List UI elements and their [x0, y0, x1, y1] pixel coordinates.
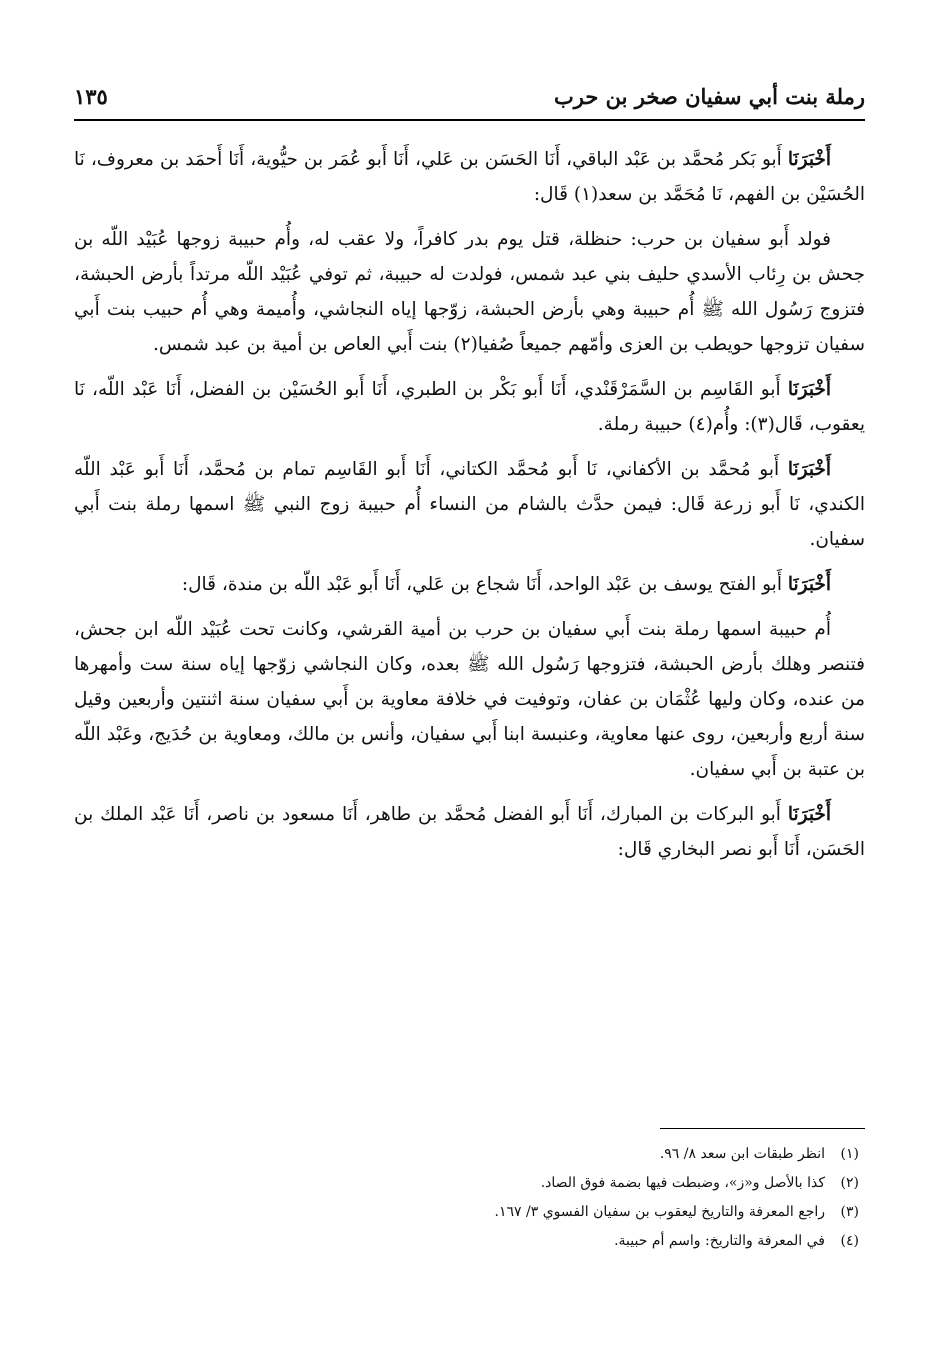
page-number: ١٣٥: [74, 83, 108, 109]
paragraph-5: [74, 567, 865, 602]
footnote-text: انظر طبقات ابن سعد ٨/ ٩٦.: [659, 1146, 825, 1162]
narration-keyword: أَخْبَرَنَا: [787, 149, 831, 170]
paragraph-text: أَبو الفتح يوسف بن عَبْد الواحد، أَنَا شجاع بن عَلي، أَنَا أَبو عَبْد اللّه بن مندة، قَال:: [181, 574, 788, 595]
footnote-text: في المعرفة والتاريخ: واسم أم حبيبة.: [614, 1233, 825, 1249]
paragraph-text: فولد أَبو سفيان بن حرب: حنظلة، قتل يوم بدر كافراً، ولا عقب له، وأُم حبيبة زوجها عُبَيْد اللّه بن جحش بن رِئاب الأسدي حليف بني عبد شمس، فولدت له حبيبة، ثم توفي عُبَيْد اللّه مرتداً بأرض الحبشة، فتزوج رَسُول الله ﷺ أُم حبيبة وهي بأرض الحبشة، زوّجها إياه النجاشي، وأُميمة وهي أُم حبيب بنت أَبي سفيان تزوجها حويطب بن العزى وأمّهم جميعاً صُفيا(٢) بنت أَبي العاص بن أمية بن عبد شمس.: [74, 229, 865, 355]
paragraph-text: أَبو القَاسِم بن السَّمَرْقَنْدي، أَنَا أَبو بَكْر بن الطبري، أَنَا أَبو الحُسَيْن بن الفضل، أَنَا عَبْد اللّه، نَا يعقوب، قَال(٣): وأُم(٤) حبيبة رملة.: [74, 379, 865, 435]
paragraph-text: أَبو البركات بن المبارك، أَنَا أَبو الفضل مُحمَّد بن طاهر، أَنَا مسعود بن ناصر، أَنَا عَبْد الملك بن الحَسَن، أَنَا أَبو نصر البخاري قَال:: [74, 804, 865, 860]
footnotes: [74, 1140, 865, 1256]
body-text: [74, 142, 865, 877]
footnote-4: [74, 1227, 865, 1256]
paragraph-4: [74, 452, 865, 557]
paragraph-2: [74, 222, 865, 362]
paragraph-text: أَبو بَكر مُحمَّد بن عَبْد الباقي، أَنَا الحَسَن بن عَلي، أَنَا أَبو عُمَر بن حيُّوية، أَنَا أَحمَد بن معروف، نَا الحُسَيْن بن الفهم، نَا مُحَمَّد بن سعد(١) قَال:: [74, 149, 865, 205]
narration-keyword: أَخْبَرَنَا: [787, 459, 831, 480]
running-title: رملة بنت أبي سفيان صخر بن حرب: [554, 83, 865, 109]
footnote-text: كذا بالأصل و«ز»، وضبطت فيها بضمة فوق الصاد.: [540, 1175, 825, 1191]
page-header: [74, 76, 865, 116]
footnote-1: [74, 1140, 865, 1169]
footnote-number: (٣): [840, 1204, 859, 1220]
footnote-rule: [660, 1128, 865, 1129]
paragraph-text: أَبو مُحمَّد بن الأكفاني، نَا أَبو مُحمَّد الكتاني، أَنَا أَبو القَاسِم تمام بن مُحمَّد، أَنَا أَبو عَبْد اللّه الكندي، نَا أَبو زرعة قَال: فيمن حدَّث بالشام من النساء أُم حبيبة زوج النبي ﷺ اسمها رملة بنت أَبي سفيان.: [74, 459, 865, 550]
header-rule: [74, 119, 865, 121]
paragraph-text: أُم حبيبة اسمها رملة بنت أَبي سفيان بن حرب بن أمية القرشي، وكانت تحت عُبَيْد اللّه ابن جحش، فتنصر وهلك بأرض الحبشة، فتزوجها رَسُول الله ﷺ بعده، وكان النجاشي زوّجها إياه سنة ست وأمهرها من عنده، وكان وليها عُثْمَان بن عفان، وتوفيت في خلافة معاوية بن أَبي سفيان سنة اثنتين وأربعين وقيل سنة أربع وأربعين، روى عنها معاوية، وعنبسة ابنا أَبي سفيان، وأنس بن مالك، ومعاوية بن حُدَيج، وعَبْد اللّه بن عتبة بن أَبي سفيان.: [74, 619, 865, 780]
footnote-number: (٤): [840, 1233, 859, 1249]
footnote-3: [74, 1198, 865, 1227]
narration-keyword: أَخْبَرَنَا: [787, 804, 831, 825]
narration-keyword: أَخْبَرَنَا: [787, 574, 831, 595]
footnote-text: راجع المعرفة والتاريخ ليعقوب بن سفيان الفسوي ٣/ ١٦٧.: [494, 1204, 825, 1220]
footnote-number: (٢): [840, 1175, 859, 1191]
paragraph-6: [74, 612, 865, 787]
paragraph-3: [74, 372, 865, 442]
paragraph-7: [74, 797, 865, 867]
narration-keyword: أَخْبَرَنَا: [787, 379, 831, 400]
paragraph-1: [74, 142, 865, 212]
footnote-number: (١): [840, 1146, 859, 1162]
footnote-2: [74, 1169, 865, 1198]
